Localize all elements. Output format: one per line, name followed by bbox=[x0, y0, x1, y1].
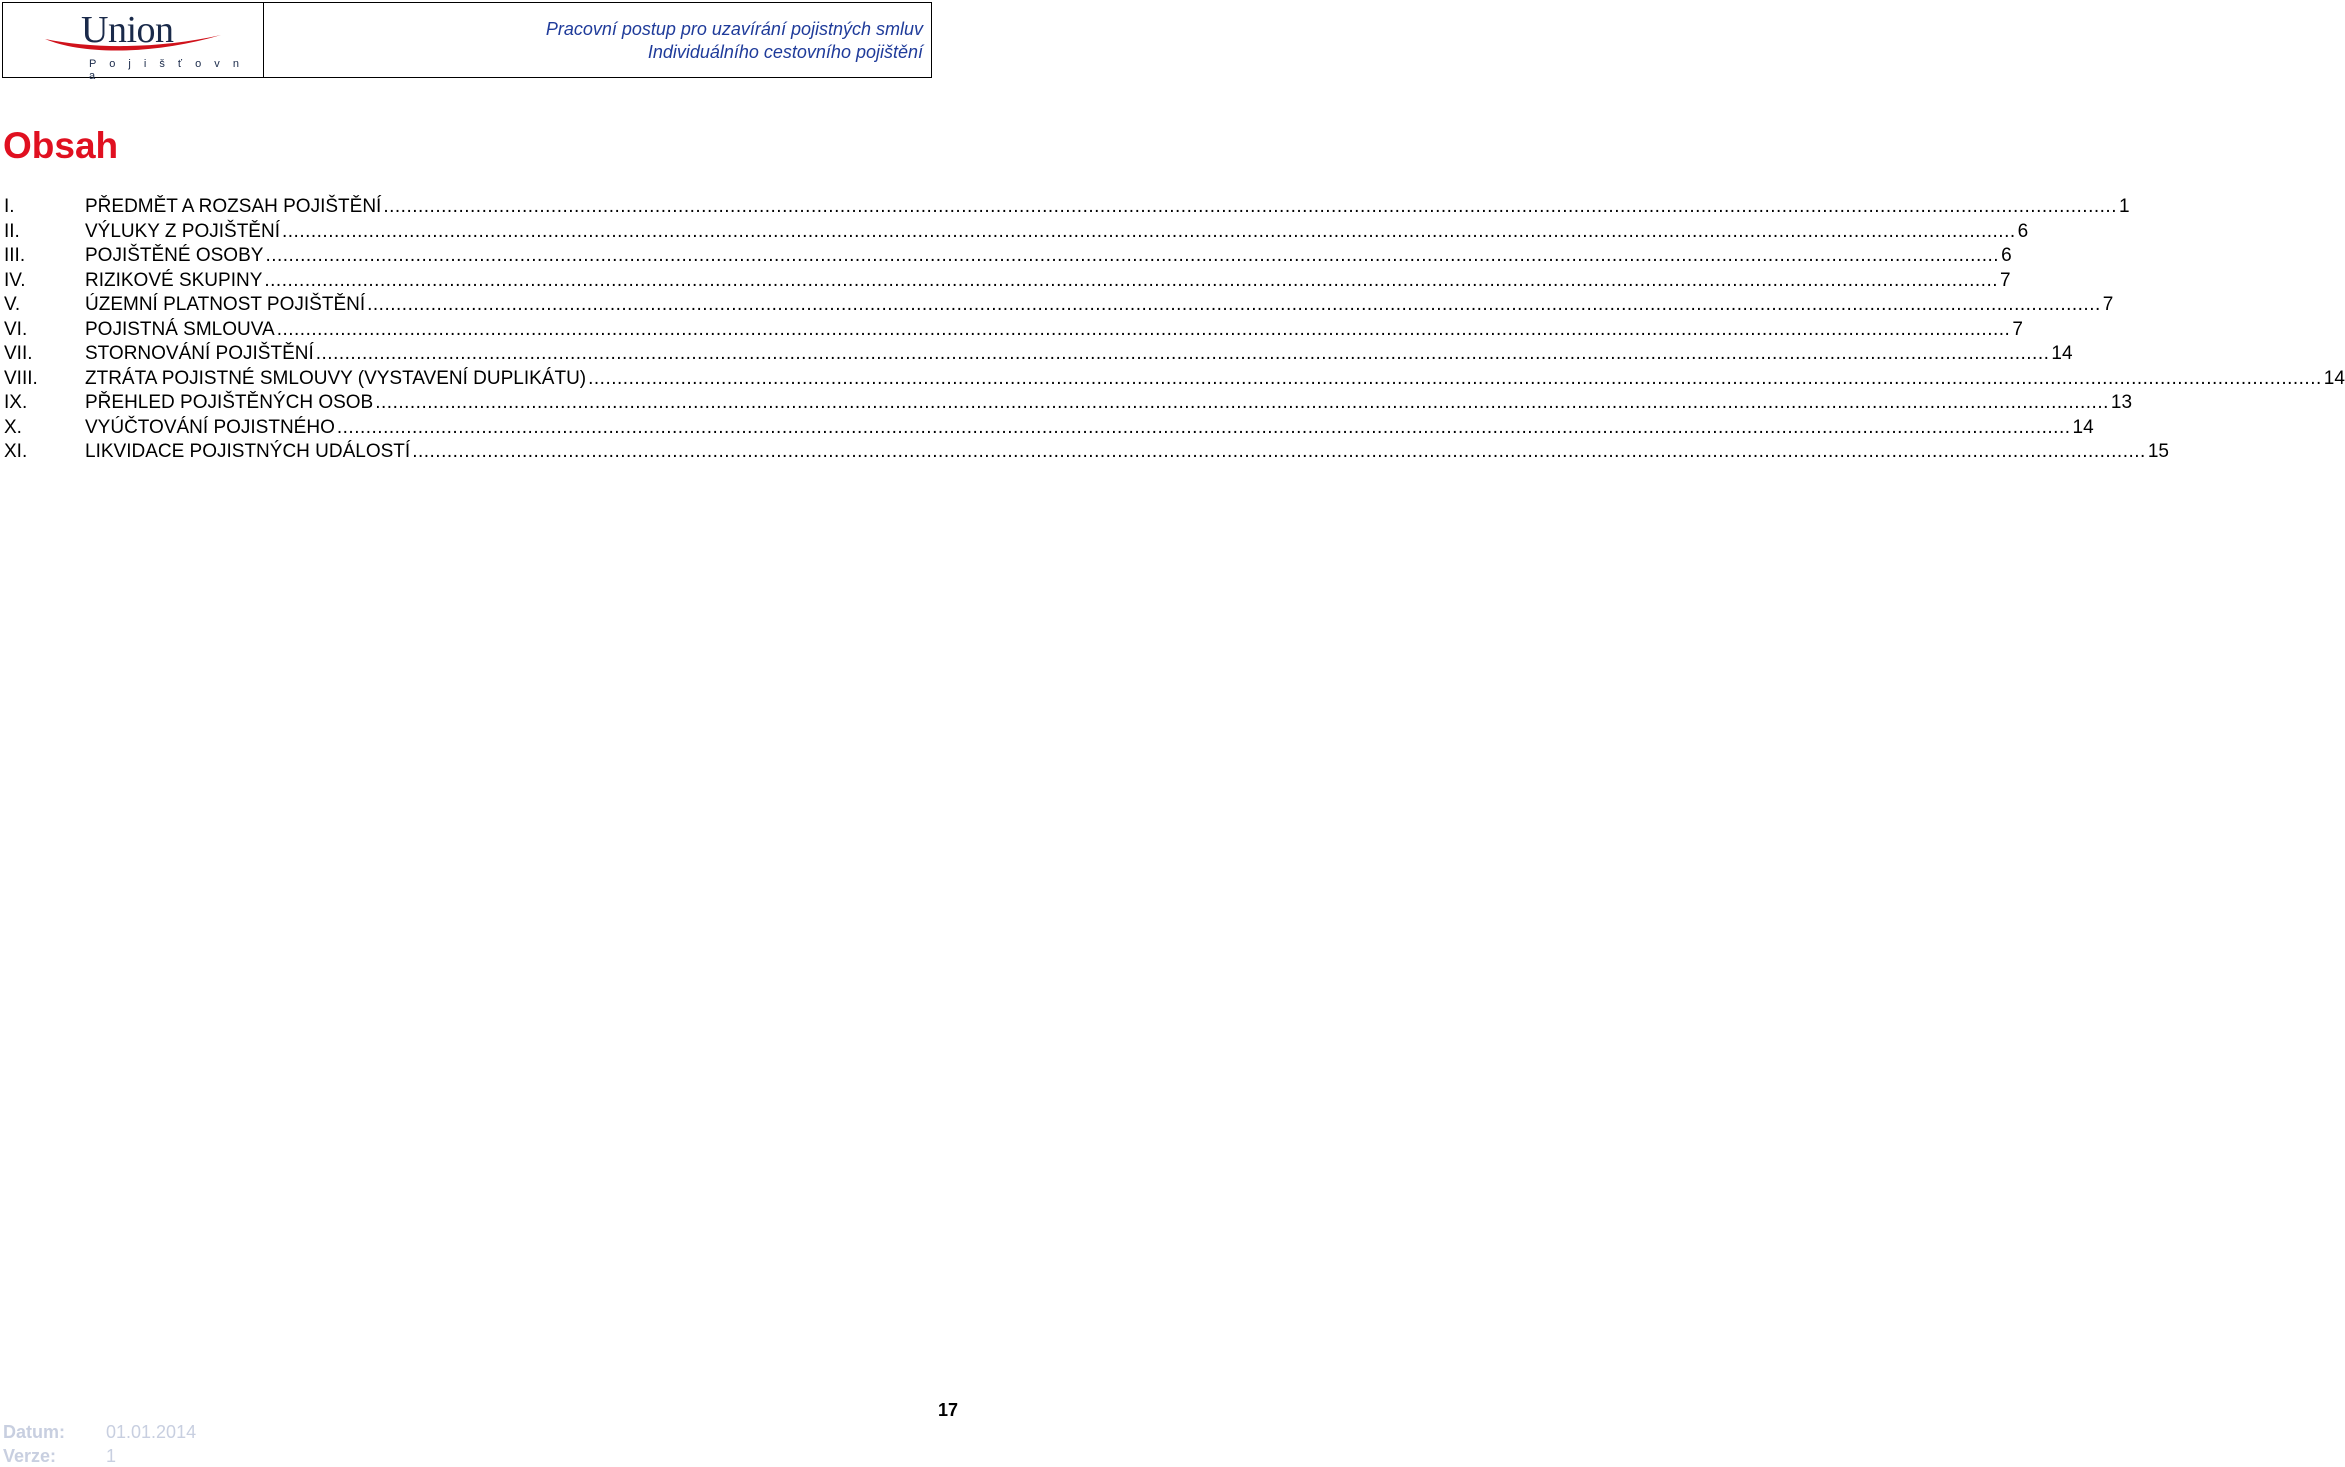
toc-entry[interactable] bbox=[4, 195, 2130, 220]
toc-entry-title: LIKVIDACE POJISTNÝCH UDÁLOSTÍ bbox=[85, 441, 411, 462]
date-value: 01.01.2014 bbox=[106, 1422, 197, 1442]
header-title-line-1: Pracovní postup pro uzavírání pojistných smluv bbox=[545, 19, 923, 39]
toc-dot-leader: ............................................................................................................................................................................................................................................................................................................ bbox=[375, 392, 2109, 413]
toc-dot-leader: ............................................................................................................................................................................................................................................................................................................ bbox=[265, 245, 2000, 266]
toc-entry-page: 7 bbox=[2012, 318, 2023, 340]
toc-entry-number: VII. bbox=[4, 343, 33, 364]
toc-entry[interactable] bbox=[4, 269, 2011, 294]
toc-entry-page: 15 bbox=[2147, 441, 2169, 462]
toc-dot-leader: ............................................................................................................................................................................................................................................................................................................ bbox=[336, 416, 2071, 438]
header-title-block bbox=[264, 3, 931, 77]
toc-entry-number: XI. bbox=[4, 441, 28, 462]
page-number: 17 bbox=[937, 1400, 958, 1420]
version-label: Verze: bbox=[3, 1446, 57, 1466]
toc-dot-leader: ............................................................................................................................................................................................................................................................................................................ bbox=[276, 318, 2011, 340]
toc-entry-title: VYÚČTOVÁNÍ POJISTNÉHO bbox=[85, 416, 335, 438]
toc-entry-page: 6 bbox=[2017, 220, 2029, 242]
date-label: Datum: bbox=[3, 1422, 65, 1442]
logo-wordmark: Union bbox=[81, 9, 174, 51]
toc-entry[interactable] bbox=[4, 244, 2012, 269]
page-header bbox=[2, 2, 932, 82]
toc-entry-page: 7 bbox=[2102, 294, 2114, 315]
toc-entry-page: 1 bbox=[2118, 196, 2130, 217]
toc-entry-number: IV. bbox=[4, 269, 26, 291]
toc-entry-number: II. bbox=[4, 220, 20, 242]
toc-heading: Obsah bbox=[3, 125, 119, 166]
toc-entry-page: 14 bbox=[2072, 416, 2094, 438]
toc-entry[interactable] bbox=[4, 318, 2023, 343]
toc-entry-page: 14 bbox=[2051, 343, 2073, 364]
toc-dot-leader: ............................................................................................................................................................................................................................................................................................................ bbox=[412, 441, 2146, 462]
toc-entry-number: IX. bbox=[4, 392, 28, 413]
toc-entry-title: VÝLUKY Z POJIŠTĚNÍ bbox=[85, 220, 280, 242]
toc-entry-title: POJIŠTĚNÉ OSOBY bbox=[85, 245, 264, 266]
toc-entry[interactable] bbox=[4, 367, 2345, 392]
table-of-contents bbox=[4, 195, 2345, 465]
toc-entry-title: RIZIKOVÉ SKUPINY bbox=[85, 269, 263, 291]
toc-entry[interactable] bbox=[4, 391, 2133, 416]
toc-dot-leader: ............................................................................................................................................................................................................................................................................................................ bbox=[264, 269, 1999, 291]
toc-entry-number: VI. bbox=[4, 318, 28, 340]
toc-dot-leader: ............................................................................................................................................................................................................................................................................................................ bbox=[383, 196, 2117, 217]
toc-entry-title: ZTRÁTA POJISTNÉ SMLOUVY (VYSTAVENÍ DUPLIKÁTU) bbox=[85, 367, 587, 389]
toc-entry-page: 13 bbox=[2110, 392, 2133, 413]
toc-dot-leader: ............................................................................................................................................................................................................................................................................................................ bbox=[588, 367, 2322, 389]
toc-entry[interactable] bbox=[4, 342, 2073, 367]
toc-entry[interactable] bbox=[4, 220, 2029, 245]
toc-entry-page: 6 bbox=[2001, 245, 2012, 266]
toc-entry-number: VIII. bbox=[4, 367, 38, 389]
logo-subtitle: P o j i š ť o v n a bbox=[89, 58, 244, 82]
toc-entry-page: 14 bbox=[2323, 367, 2345, 389]
toc-entry-page: 7 bbox=[2000, 269, 2011, 291]
toc-entry[interactable] bbox=[4, 440, 2169, 465]
toc-entry-title: PŘEDMĚT A ROZSAH POJIŠTĚNÍ bbox=[85, 196, 382, 217]
header-title-line-2: Individuálního cestovního pojištění bbox=[647, 42, 923, 62]
logo-swoosh-icon bbox=[43, 31, 223, 55]
toc-entry-number: V. bbox=[4, 294, 21, 315]
toc-entry-title: STORNOVÁNÍ POJIŠTĚNÍ bbox=[85, 343, 314, 364]
toc-entry-title: POJISTNÁ SMLOUVA bbox=[85, 318, 275, 340]
version-value: 1 bbox=[106, 1446, 117, 1466]
toc-dot-leader: ............................................................................................................................................................................................................................................................................................................ bbox=[367, 294, 2101, 315]
toc-dot-leader: ............................................................................................................................................................................................................................................................................................................ bbox=[281, 220, 2016, 242]
toc-entry-title: ÚZEMNÍ PLATNOST POJIŠTĚNÍ bbox=[85, 294, 366, 315]
union-logo bbox=[3, 3, 264, 82]
toc-entry-number: X. bbox=[4, 416, 22, 438]
toc-entry-title: PŘEHLED POJIŠTĚNÝCH OSOB bbox=[85, 392, 374, 413]
toc-entry[interactable] bbox=[4, 293, 2114, 318]
toc-entry[interactable] bbox=[4, 416, 2094, 441]
toc-entry-number: I. bbox=[4, 196, 15, 217]
toc-dot-leader: ............................................................................................................................................................................................................................................................................................................ bbox=[315, 343, 2050, 364]
toc-entry-number: III. bbox=[4, 245, 26, 266]
